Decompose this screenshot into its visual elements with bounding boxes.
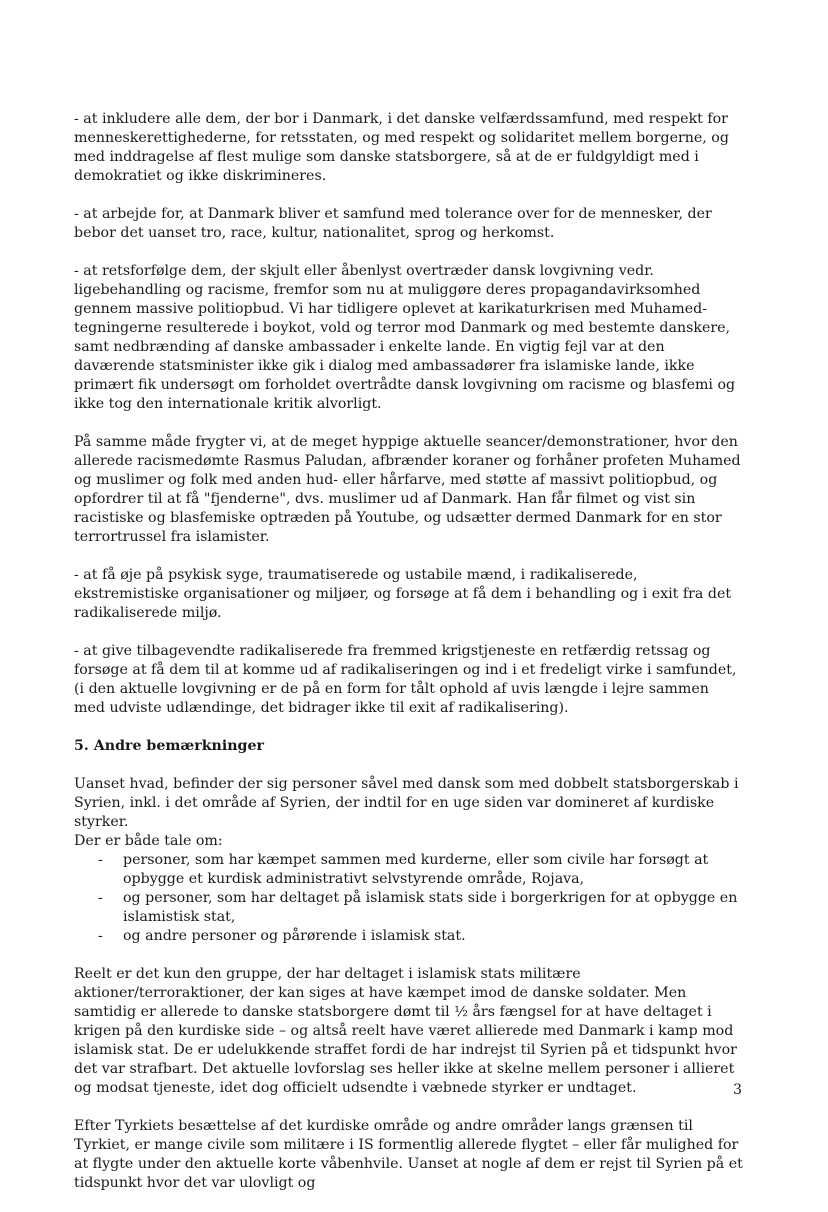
paragraph: - at få øje på psykisk syge, traumatiserede og ustabile mænd, i radikaliserede, ekstremistiske organisationer og miljøer, og forsøge at få dem i behandling og i exit fra det radikaliserede miljø. (74, 567, 732, 621)
list-lead: Der er både tale om: (74, 833, 223, 849)
section-intro: Uanset hvad, befinder der sig personer såvel med dansk som med dobbelt statsborgerskab i Syrien, inkl. i det område af Syrien, der indtil for en uge siden var domineret af kurdiske styrker. (74, 776, 739, 830)
list-item: - og andre personer og pårørende i islamisk stat. (74, 927, 744, 946)
paragraph: - at retsforfølge dem, der skjult eller åbenlyst overtræder dansk lovgivning vedr. ligebehandling og racisme, fremfor som nu at muliggøre deres propagandavirksomhed gennem massive politiopbud. Vi har tidligere oplevet at karikaturkrisen med Muhamed-tegningerne resulterede i boykot, vold og terror mod Danmark og med bestemte danskere, samt nedbrænding af danske ambassader i enkelte lande. En vigtig fejl var at den daværende statsminister ikke gik i dialog med ambassadører fra islamiske lande, ikke primært fik undersøgt om forholdet overtrådte dansk lovgivning om racisme og blasfemi og ikke tog den internationale kritik alvorligt. (74, 263, 736, 412)
list-item: - og personer, som har deltaget på islamisk stats side i borgerkrigen for at opbygge en islamistisk stat, (74, 889, 744, 927)
bullet-list (74, 851, 744, 946)
page-number: 3 (732, 1082, 742, 1098)
paragraph: - at inkludere alle dem, der bor i Danmark, i det danske velfærdssamfund, med respekt for menneskerettighederne, for retsstaten, og med respekt og solidaritet mellem borgerne, og med inddragelse af flest mulige som danske statsborgere, så at de er fuldgyldigt med i demokratiet og ikke diskrimineres. (74, 111, 729, 184)
document-body (74, 110, 744, 1212)
paragraph: Reelt er det kun den gruppe, der har deltaget i islamisk stats militære aktioner/terroraktioner, der kan siges at have kæmpet imod de danske soldater. Men samtidig er allerede to danske statsborgere dømt til ½ års fængsel for at have deltaget i krigen på den kurdiske side – og altså reelt have været allierede med Danmark i kamp mod islamisk stat. De er udelukkende straffet fordi de har indrejst til Syrien på et tidspunkt hvor det var strafbart. Det aktuelle lovforslag ses heller ikke at skelne mellem personer i allieret og modsat tjeneste, idet dog officielt udsendte i væbnede styrker er undtaget. (74, 966, 737, 1096)
paragraph: - at arbejde for, at Danmark bliver et samfund med tolerance over for de mennesker, der bebor det uanset tro, race, kultur, nationalitet, sprog og herkomst. (74, 206, 712, 241)
paragraph: - at give tilbagevendte radikaliserede fra fremmed krigstjeneste en retfærdig retssag og forsøge at få dem til at komme ud af radikaliseringen og ind i et fredeligt virke i samfundet, (i den aktuelle lovgivning er de på en form for tålt ophold af uvis længde i lejre sammen med udviste udlændinge, det bidrager ikke til exit af radikalisering). (74, 643, 737, 716)
section-heading: 5. Andre bemærkninger (74, 738, 264, 754)
paragraph: På samme måde frygter vi, at de meget hyppige aktuelle seancer/demonstrationer, hvor den allerede racismedømte Rasmus Paludan, afbrænder koraner og forhåner profeten Muhamed og muslimer og folk med anden hud- eller hårfarve, med støtte af massivt politiopbud, og opfordrer til at få "fjenderne", dvs. muslimer ud af Danmark. Han får filmet og vist sin racistiske og blasfemiske optræden på Youtube, og udsætter dermed Danmark for en stor terrortrussel fra islamister. (74, 434, 741, 545)
list-item: - personer, som har kæmpet sammen med kurderne, eller som civile har forsøgt at opbygge et kurdisk administrativt selvstyrende område, Rojava, (74, 851, 744, 889)
paragraph: Efter Tyrkiets besættelse af det kurdiske område og andre områder langs grænsen til Tyrkiet, er mange civile som militære i IS formentlig allerede flygtet – eller får mulighed for at flygte under den aktuelle korte våbenhvile. Uanset at nogle af dem er rejst til Syrien på et tidspunkt hvor det var ulovligt og (74, 1118, 743, 1191)
